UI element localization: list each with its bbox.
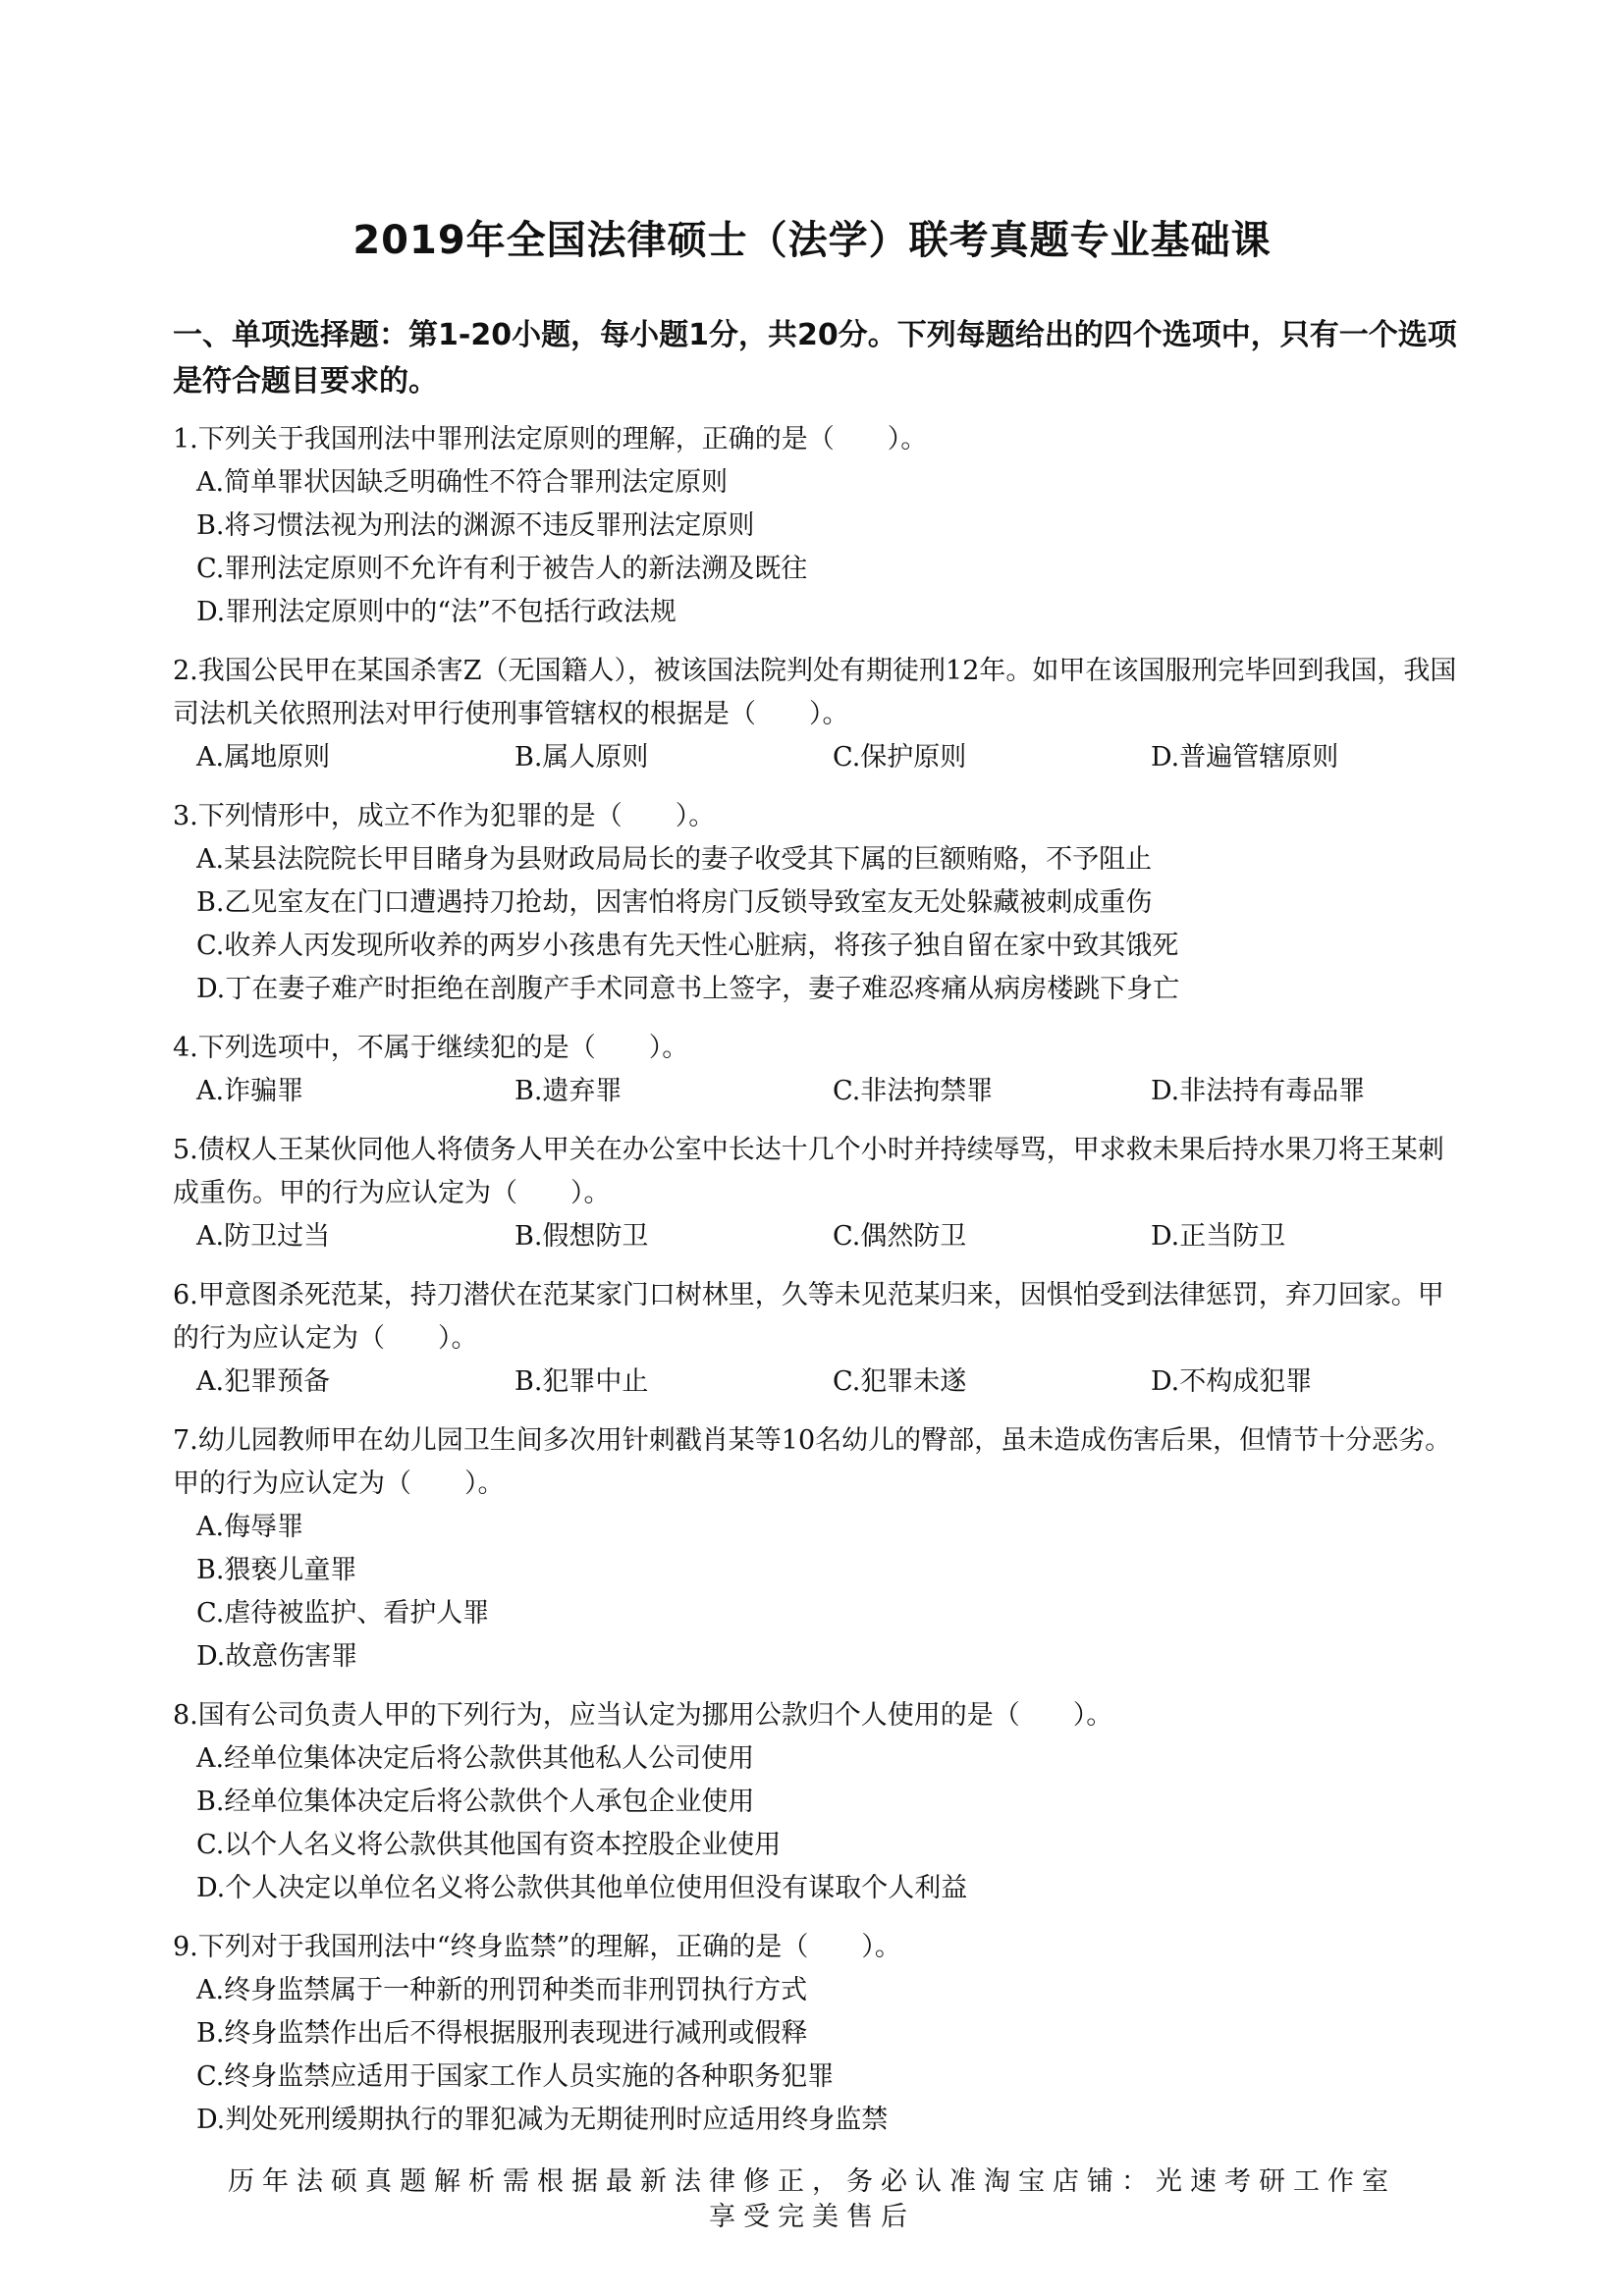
question-stem: 7.幼儿园教师甲在幼儿园卫生间多次用针刺戳肖某等10名幼儿的臀部，虽未造成伤害后果，但情节十分恶劣。甲的行为应认定为（ ）。 <box>173 1425 1452 1499</box>
option-d: D.丁在妻子难产时拒绝在剖腹产手术同意书上签字，妻子难忍疼痛从病房楼跳下身亡 <box>196 974 1180 1004</box>
option-a: A.经单位集体决定后将公款供其他私人公司使用 <box>196 1743 755 1774</box>
option-list <box>196 1070 1469 1113</box>
option-c: C.罪刑法定原则不允许有利于被告人的新法溯及既往 <box>196 554 808 584</box>
option-c: C.终身监禁应适用于国家工作人员实施的各种职务犯罪 <box>196 2061 835 2092</box>
option-list <box>196 838 1469 1011</box>
question-7 <box>173 1419 1469 1679</box>
question-5 <box>173 1129 1469 1258</box>
footer-notice <box>0 2164 1624 2235</box>
option-c: C.犯罪未遂 <box>833 1366 967 1397</box>
option-a: A.终身监禁属于一种新的刑罚种类而非刑罚执行方式 <box>196 1975 808 2005</box>
option-list <box>196 1969 1469 2142</box>
option-d: D.不构成犯罪 <box>1151 1366 1313 1397</box>
option-a: A.简单罪状因缺乏明确性不符合罪刑法定原则 <box>196 467 729 498</box>
option-b: B.属人原则 <box>514 742 649 773</box>
question-stem: 9.下列对于我国刑法中“终身监禁”的理解，正确的是（ ）。 <box>173 1932 901 1962</box>
option-c: C.以个人名义将公款供其他国有资本控股企业使用 <box>196 1830 782 1860</box>
option-a: A.诈骗罪 <box>196 1076 304 1106</box>
option-list <box>196 1215 1469 1258</box>
option-d: D.故意伤害罪 <box>196 1641 358 1672</box>
option-a: A.属地原则 <box>196 742 331 773</box>
option-b: B.犯罪中止 <box>514 1366 649 1397</box>
option-b: B.将习惯法视为刑法的渊源不违反罪刑法定原则 <box>196 510 755 541</box>
option-c: C.收养人丙发现所收养的两岁小孩患有先天性心脏病，将孩子独自留在家中致其饿死 <box>196 931 1179 961</box>
question-stem: 3.下列情形中，成立不作为犯罪的是（ ）。 <box>173 801 716 831</box>
option-d: D.判处死刑缓期执行的罪犯减为无期徒刑时应适用终身监禁 <box>196 2105 889 2135</box>
question-3 <box>173 795 1469 1011</box>
question-4 <box>173 1027 1469 1113</box>
option-list <box>196 1361 1469 1404</box>
option-list <box>196 736 1469 779</box>
question-stem: 1.下列关于我国刑法中罪刑法定原则的理解，正确的是（ ）。 <box>173 424 928 454</box>
question-2 <box>173 650 1469 779</box>
footer-line-1: 历年法硕真题解析需根据最新法律修正，务必认准淘宝店铺：光速考研工作室 <box>228 2166 1396 2197</box>
option-c: C.保护原则 <box>833 742 967 773</box>
question-stem: 2.我国公民甲在某国杀害Z（无国籍人），被该国法院判处有期徒刑12年。如甲在该国服刑完毕回到我国，我国司法机关依照刑法对甲行使刑事管辖权的根据是（ ）。 <box>173 656 1457 729</box>
question-list <box>173 418 1469 2158</box>
option-b: B.终身监禁作出后不得根据服刑表现进行减刑或假释 <box>196 2018 808 2049</box>
option-d: D.个人决定以单位名义将公款供其他单位使用但没有谋取个人利益 <box>196 1873 968 1903</box>
option-d: D.罪刑法定原则中的“法”不包括行政法规 <box>196 597 677 627</box>
option-c: C.偶然防卫 <box>833 1221 967 1252</box>
question-stem: 5.债权人王某伙同他人将债务人甲关在办公室中长达十几个小时并持续辱骂，甲求救未果后持水果刀将王某刺成重伤。甲的行为应认定为（ ）。 <box>173 1135 1444 1208</box>
footer-line-2: 享受完美售后 <box>709 2202 915 2232</box>
option-b: B.猥亵儿童罪 <box>196 1555 357 1585</box>
page-title: 2019年全国法律硕士（法学）联考真题专业基础课 <box>352 218 1272 263</box>
question-stem: 6.甲意图杀死范某，持刀潜伏在范某家门口树林里，久等未见范某归来，因惧怕受到法律惩罚，弃刀回家。甲的行为应认定为（ ）。 <box>173 1280 1444 1354</box>
question-1 <box>173 418 1469 634</box>
option-a: A.防卫过当 <box>196 1221 331 1252</box>
question-8 <box>173 1694 1469 1910</box>
option-a: A.某县法院院长甲目睹身为县财政局局长的妻子收受其下属的巨额贿赂，不予阻止 <box>196 844 1153 875</box>
option-list <box>196 1506 1469 1679</box>
question-stem: 8.国有公司负责人甲的下列行为，应当认定为挪用公款归个人使用的是（ ）。 <box>173 1700 1113 1731</box>
option-c: C.虐待被监护、看护人罪 <box>196 1598 490 1629</box>
question-stem: 4.下列选项中，不属于继续犯的是（ ）。 <box>173 1033 689 1063</box>
option-d: D.正当防卫 <box>1151 1221 1286 1252</box>
option-a: A.侮辱罪 <box>196 1512 304 1542</box>
option-b: B.假想防卫 <box>514 1221 649 1252</box>
option-b: B.乙见室友在门口遭遇持刀抢劫，因害怕将房门反锁导致室友无处躲藏被刺成重伤 <box>196 887 1153 918</box>
option-a: A.犯罪预备 <box>196 1366 331 1397</box>
section-heading: 一、单项选择题：第1-20小题，每小题1分，共20分。下列每题给出的四个选项中，只有一个选项是符合题目要求的。 <box>173 318 1457 399</box>
option-b: B.经单位集体决定后将公款供个人承包企业使用 <box>196 1787 755 1817</box>
option-d: D.非法持有毒品罪 <box>1151 1076 1366 1106</box>
question-9 <box>173 1926 1469 2142</box>
option-list <box>196 1737 1469 1910</box>
question-6 <box>173 1274 1469 1404</box>
option-d: D.普遍管辖原则 <box>1151 742 1339 773</box>
option-b: B.遗弃罪 <box>514 1076 623 1106</box>
option-list <box>196 461 1469 634</box>
option-c: C.非法拘禁罪 <box>833 1076 994 1106</box>
